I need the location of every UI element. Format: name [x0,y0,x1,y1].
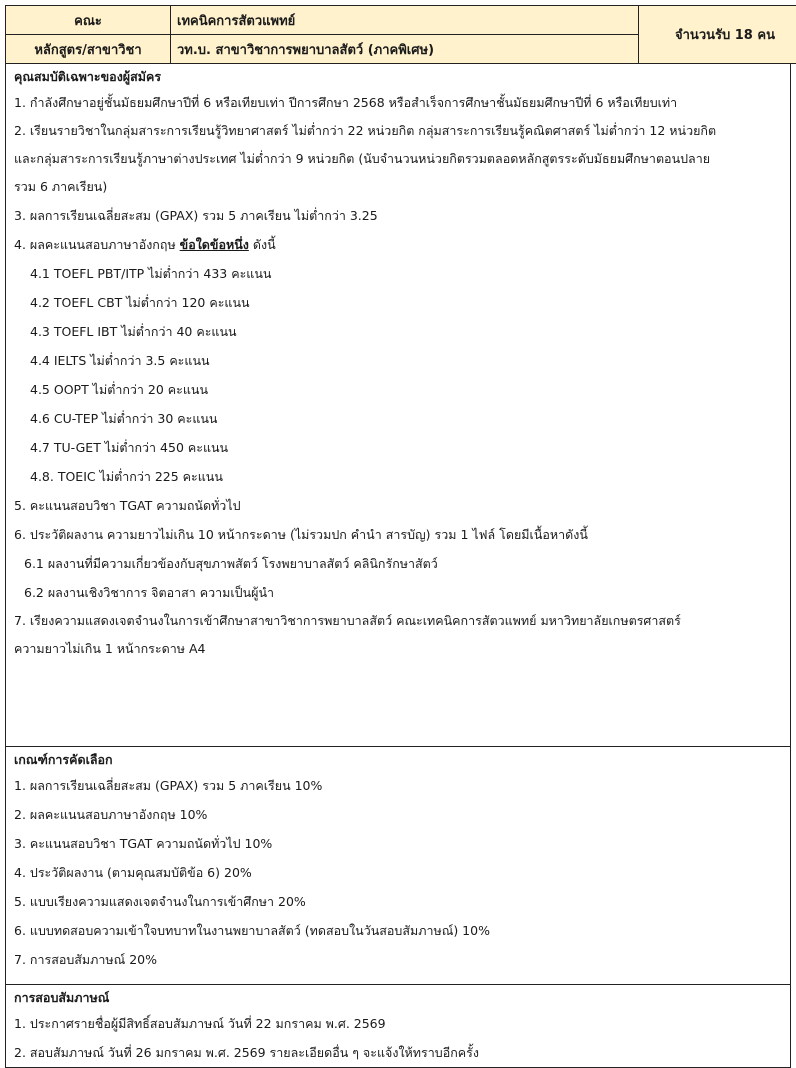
qualification-item [14,230,782,259]
interview-section [5,985,791,1068]
criteria-item: 3. คะแนนสอบวิชา TGAT ความถนัดทั่วไป 10% [14,829,782,858]
qualification-item: 5. คะแนนสอบวิชา TGAT ความถนัดทั่วไป [14,491,782,520]
criteria-item: 1. ผลการเรียนเฉลี่ยสะสม (GPAX) รวม 5 ภาคเรียน 10% [14,771,782,800]
qualification-item-continued: รวม 6 ภาคเรียน) [14,173,782,201]
interview-item: 2. สอบสัมภาษณ์ วันที่ 26 มกราคม พ.ศ. 2569 รายละเอียดอื่น ๆ จะแจ้งให้ทราบอีกครั้ง [14,1038,782,1067]
qualification-item: 1. กำลังศึกษาอยู่ชั้นมัธยมศึกษาปีที่ 6 หรือเทียบเท่า ปีการศึกษา 2568 หรือสำเร็จการศึกษาชั้นมัธยมศึกษาปีที่ 6 หรือเทียบเท่า [14,88,782,117]
qualification-item: 7. เรียงความแสดงเจตจำนงในการเข้าศึกษาสาขาวิชาการพยาบาลสัตว์ คณะเทคนิคการสัตวแพทย์ มหาวิทยาลัยเกษตรศาสตร์ [14,607,782,635]
qualification-item-continued: ความยาวไม่เกิน 1 หน้ากระดาษ A4 [14,635,782,663]
interview-item: 1. ประกาศรายชื่อผู้มีสิทธิ์สอบสัมภาษณ์ วันที่ 22 มกราคม พ.ศ. 2569 [14,1009,782,1038]
criteria-item: 6. แบบทดสอบความเข้าใจบทบาทในงานพยาบาลสัตว์ (ทดสอบในวันสอบสัมภาษณ์) 10% [14,916,782,945]
english-test-item: 4.6 CU-TEP ไม่ต่ำกว่า 30 คะแนน [14,404,782,433]
program-value: วท.บ. สาขาวิชาการพยาบาลสัตว์ (ภาคพิเศษ) [171,35,639,64]
english-test-item: 4.1 TOEFL PBT/ITP ไม่ต่ำกว่า 433 คะแนน [14,259,782,288]
qualification-item-continued: และกลุ่มสาระการเรียนรู้ภาษาต่างประเทศ ไม่ต่ำกว่า 9 หน่วยกิต (นับจำนวนหน่วยกิตรวมตลอดหลักสูตรระดับมัธยมศึกษาตอนปลาย [14,145,782,173]
criteria-item: 2. ผลคะแนนสอบภาษาอังกฤษ 10% [14,800,782,829]
portfolio-sub-item: 6.2 ผลงานเชิงวิชาการ จิตอาสา ความเป็นผู้นำ [14,578,782,607]
english-test-item: 4.3 TOEFL IBT ไม่ต่ำกว่า 40 คะแนน [14,317,782,346]
criteria-item: 4. ประวัติผลงาน (ตามคุณสมบัติข้อ 6) 20% [14,858,782,887]
criteria-section [5,747,791,985]
criteria-item: 7. การสอบสัมภาษณ์ 20% [14,945,782,974]
faculty-label: คณะ [6,6,171,35]
qualification-item: 3. ผลการเรียนเฉลี่ยสะสม (GPAX) รวม 5 ภาคเรียน ไม่ต่ำกว่า 3.25 [14,201,782,230]
english-test-item: 4.4 IELTS ไม่ต่ำกว่า 3.5 คะแนน [14,346,782,375]
interview-title: การสอบสัมภาษณ์ [14,987,782,1009]
qualifications-title: คุณสมบัติเฉพาะของผู้สมัคร [14,66,782,88]
criteria-title: เกณฑ์การคัดเลือก [14,749,782,771]
program-label: หลักสูตร/สาขาวิชา [6,35,171,64]
item4-emphasis: ข้อใดข้อหนึ่ง [180,237,249,252]
english-test-item: 4.8. TOEIC ไม่ต่ำกว่า 225 คะแนน [14,462,782,491]
admission-document [5,5,791,1068]
header-table [5,5,796,64]
english-test-item: 4.2 TOEFL CBT ไม่ต่ำกว่า 120 คะแนน [14,288,782,317]
qualification-item: 2. เรียนรายวิชาในกลุ่มสาระการเรียนรู้วิทยาศาสตร์ ไม่ต่ำกว่า 22 หน่วยกิต กลุ่มสาระการเรียนรู้คณิตศาสตร์ ไม่ต่ำกว่า 12 หน่วยกิต [14,117,782,145]
portfolio-sub-item: 6.1 ผลงานที่มีความเกี่ยวข้องกับสุขภาพสัตว์ โรงพยาบาลสัตว์ คลินิกรักษาสัตว์ [14,549,782,578]
english-test-item: 4.5 OOPT ไม่ต่ำกว่า 20 คะแนน [14,375,782,404]
item4-text-end: ดังนี้ [249,237,276,252]
item4-text: 4. ผลคะแนนสอบภาษาอังกฤษ [14,237,180,252]
english-test-item: 4.7 TU-GET ไม่ต่ำกว่า 450 คะแนน [14,433,782,462]
qualifications-section [5,64,791,747]
qualification-item: 6. ประวัติผลงาน ความยาวไม่เกิน 10 หน้ากระดาษ (ไม่รวมปก คำนำ สารบัญ) รวม 1 ไฟล์ โดยมีเนื้อหาดังนี้ [14,520,782,549]
seats-count: จำนวนรับ 18 คน [639,6,796,64]
criteria-item: 5. แบบเรียงความแสดงเจตจำนงในการเข้าศึกษา 20% [14,887,782,916]
faculty-value: เทคนิคการสัตวแพทย์ [171,6,639,35]
